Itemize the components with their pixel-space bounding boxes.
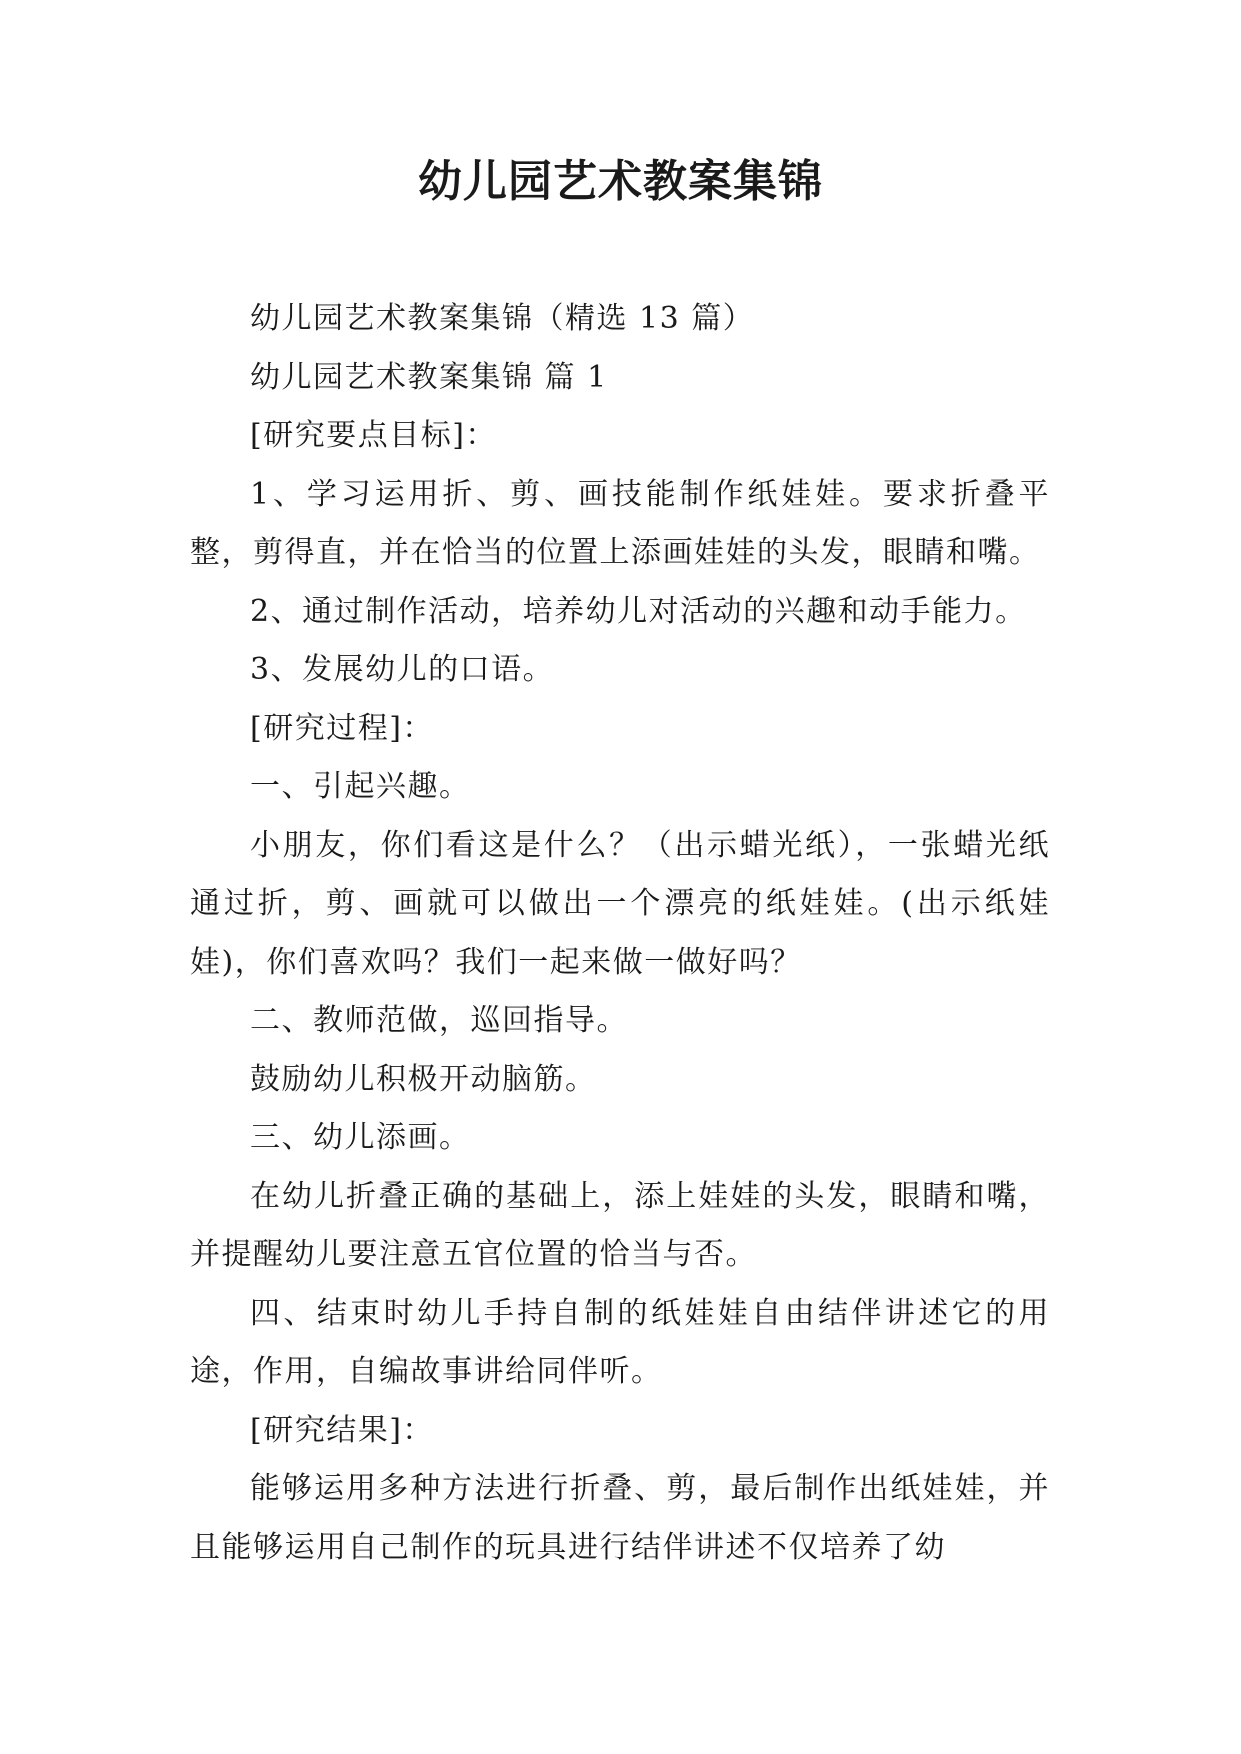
document-title: 幼儿园艺术教案集锦: [418, 156, 823, 207]
paragraph-step-1: 一、引起兴趣。: [250, 769, 471, 804]
paragraph-goal-1: 1、学习运用折、剪、画技能制作纸娃娃。要求折叠平整，剪得直，并在恰当的位置上添画娃娃的头发，眼睛和嘴。: [190, 476, 1050, 570]
paragraph-section-heading: 幼儿园艺术教案集锦 篇 1: [250, 359, 608, 395]
paragraph-step-1-text: 小朋友，你们看这是什么？（出示蜡光纸），一张蜡光纸通过折，剪、画就可以做出一个漂亮的纸娃娃。(出示纸娃娃)，你们喜欢吗？我们一起来做一做好吗？: [190, 827, 1050, 980]
paragraph-step-3-text: 在幼儿折叠正确的基础上，添上娃娃的头发，眼睛和嘴，并提醒幼儿要注意五官位置的恰当与否。: [190, 1178, 1050, 1272]
paragraph-step-4: 四、结束时幼儿手持自制的纸娃娃自由结伴讲述它的用途，作用，自编故事讲给同伴听。: [190, 1295, 1050, 1389]
paragraph-process-heading: [研究过程]：: [250, 710, 434, 746]
document-body: [190, 290, 1050, 1577]
paragraph-step-2-text: 鼓励幼儿积极开动脑筋。: [250, 1061, 597, 1097]
paragraph-results-text: 能够运用多种方法进行折叠、剪，最后制作出纸娃娃，并且能够运用自己制作的玩具进行结伴讲述不仅培养了幼: [190, 1471, 1050, 1565]
paragraph-step-3: 三、幼儿添画。: [250, 1120, 471, 1155]
paragraph-step-2: 二、教师范做，巡回指导。: [250, 1003, 628, 1038]
paragraph-goal-2: 2、通过制作活动，培养幼儿对活动的兴趣和动手能力。: [250, 593, 1027, 629]
paragraph-subtitle: 幼儿园艺术教案集锦（精选 13 篇）: [250, 301, 755, 336]
paragraph-results-heading: [研究结果]：: [250, 1412, 434, 1448]
paragraph-goals-heading: [研究要点目标]：: [250, 418, 497, 453]
paragraph-goal-3: 3、发展幼儿的口语。: [250, 652, 555, 687]
